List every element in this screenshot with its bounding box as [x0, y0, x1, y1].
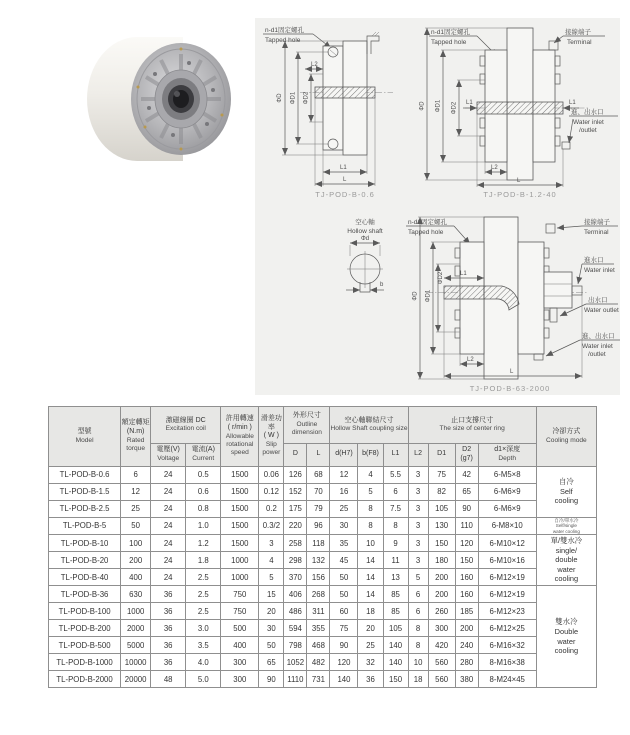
value-cell: 82: [428, 483, 455, 500]
model-cell: TL-POD-B-500: [49, 637, 121, 654]
value-cell: 6-M16×32: [478, 637, 536, 654]
header-center-ring: 止口支撐尺寸 The size of center ring: [408, 407, 536, 444]
diagram-tj-pod-b-0-6: [255, 22, 420, 200]
value-cell: 42: [455, 466, 478, 483]
header-outline-dimension: 外形尺寸 Outline dimension: [284, 407, 330, 444]
header-excitation-coil: 激磁線圈 DC Excitation coil: [151, 407, 221, 444]
terminal-block: [549, 41, 558, 50]
value-cell: 300: [221, 654, 259, 671]
water-inlet-label-zh: 進水口: [584, 257, 604, 264]
value-cell: 150: [428, 535, 455, 552]
value-cell: 120: [455, 535, 478, 552]
value-cell: 7.5: [383, 500, 408, 517]
value-cell: 240: [455, 637, 478, 654]
value-cell: 370: [284, 569, 307, 586]
table-row: [49, 517, 597, 535]
value-cell: 8: [358, 517, 383, 535]
value-cell: 30: [259, 620, 284, 637]
value-cell: 25: [358, 637, 383, 654]
value-cell: 50: [330, 586, 358, 603]
value-cell: 75: [428, 466, 455, 483]
specification-table: [48, 406, 597, 688]
value-cell: 36: [151, 586, 186, 603]
value-cell: 2000: [121, 620, 151, 637]
value-cell: 5: [358, 483, 383, 500]
value-cell: 126: [284, 466, 307, 483]
value-cell: 260: [428, 603, 455, 620]
value-cell: 15: [259, 586, 284, 603]
terminal-label-zh: 接線端子: [565, 29, 591, 36]
value-cell: 400: [221, 637, 259, 654]
value-cell: 0.8: [186, 500, 221, 517]
value-cell: 0.2: [259, 500, 284, 517]
value-cell: 25: [121, 500, 151, 517]
cooling-mode-cell: 自冷/單水冷 Self/single water cooling: [536, 517, 596, 535]
value-cell: 90: [330, 637, 358, 654]
dim-L1: L1: [460, 271, 467, 277]
product-photo-image: [85, 32, 235, 166]
value-cell: 60: [330, 603, 358, 620]
value-cell: 3.5: [186, 637, 221, 654]
header-col-D1: D1: [428, 444, 455, 467]
water-io-label-en1: Water inlet: [582, 343, 613, 350]
value-cell: 6-M5×8: [478, 466, 536, 483]
dim-L: L: [517, 178, 521, 184]
cooling-mode-cell: 自冷 Self cooling: [536, 466, 596, 517]
table-row: [49, 569, 597, 586]
value-cell: 731: [307, 671, 330, 688]
value-cell: 50: [259, 637, 284, 654]
dim-L: L: [510, 369, 514, 375]
table-row: [49, 620, 597, 637]
value-cell: 6-M6×9: [478, 500, 536, 517]
value-cell: 0.3/2: [259, 517, 284, 535]
value-cell: 110: [455, 517, 478, 535]
model-cell: TL-POD-B-2.5: [49, 500, 121, 517]
value-cell: 1110: [284, 671, 307, 688]
table-row: [49, 586, 597, 603]
value-cell: 482: [307, 654, 330, 671]
value-cell: 132: [307, 552, 330, 569]
model-cell: TL-POD-B-1000: [49, 654, 121, 671]
value-cell: 9: [383, 535, 408, 552]
value-cell: 1052: [284, 654, 307, 671]
value-cell: 8-M24×45: [478, 671, 536, 688]
value-cell: 300: [428, 620, 455, 637]
value-cell: 3: [408, 466, 428, 483]
value-cell: 48: [151, 671, 186, 688]
value-cell: 160: [455, 586, 478, 603]
value-cell: 105: [428, 500, 455, 517]
dim-phiD2: ΦD2: [438, 271, 444, 285]
value-cell: 560: [428, 671, 455, 688]
header-col-D2: D2 (g7): [455, 444, 478, 467]
dim-phiD1: ΦD1: [425, 289, 432, 303]
dim-L2: L2: [491, 165, 498, 171]
header-col-L: L: [307, 444, 330, 467]
value-cell: 8: [408, 620, 428, 637]
dim-L1-right: L1: [569, 100, 576, 106]
hollow-shaft-label-en: Hollow shaft: [347, 228, 383, 235]
value-cell: 6-M12×23: [478, 603, 536, 620]
model-cell: TL-POD-B-20: [49, 552, 121, 569]
value-cell: 130: [428, 517, 455, 535]
value-cell: 12: [330, 466, 358, 483]
terminal-label-zh: 接線端子: [584, 219, 610, 226]
header-col-bF8: b(F8): [358, 444, 383, 467]
header-rated-torque: 額定轉矩 (N.m) Rated torque: [121, 407, 151, 467]
value-cell: 750: [221, 603, 259, 620]
header-current: 電流(A) Current: [186, 444, 221, 467]
value-cell: 140: [383, 637, 408, 654]
cooling-mode-cell: 單/雙水冷 single/ double water cooling: [536, 535, 596, 586]
value-cell: 6: [383, 483, 408, 500]
value-cell: 79: [307, 500, 330, 517]
value-cell: 10000: [121, 654, 151, 671]
value-cell: 100: [121, 535, 151, 552]
brake-cross-section: [300, 32, 393, 155]
value-cell: 180: [428, 552, 455, 569]
value-cell: 8-M16×38: [478, 654, 536, 671]
value-cell: 200: [428, 586, 455, 603]
tapped-hole-label-zh: n-d1固定螺孔: [408, 219, 448, 226]
header-hollow-shaft: 空心軸聯結尺寸 Hollow Shaft coupling size: [330, 407, 408, 444]
value-cell: 1500: [221, 517, 259, 535]
dim-phiD1: ΦD1: [435, 99, 442, 113]
table-row: [49, 466, 597, 483]
value-cell: 220: [284, 517, 307, 535]
value-cell: 486: [284, 603, 307, 620]
header-col-D: D: [284, 444, 307, 467]
value-cell: 1500: [221, 483, 259, 500]
value-cell: 6: [408, 586, 428, 603]
value-cell: 5: [259, 569, 284, 586]
value-cell: 2.5: [186, 603, 221, 620]
value-cell: 0.6: [186, 483, 221, 500]
header-col-depth: d1×深度 Depth: [478, 444, 536, 467]
table-row: [49, 483, 597, 500]
dim-phiD: ΦD: [419, 101, 426, 111]
value-cell: 36: [358, 671, 383, 688]
value-cell: 20: [259, 603, 284, 620]
diagram-tj-pod-b-1-2-40: [413, 22, 620, 200]
value-cell: 0.5: [186, 466, 221, 483]
value-cell: 85: [383, 586, 408, 603]
hollow-shaft-label-zh: 空心軸: [355, 219, 375, 226]
value-cell: 140: [330, 671, 358, 688]
hollow-shaft-hatched: [444, 286, 484, 299]
dim-L2: L2: [467, 357, 474, 363]
value-cell: 311: [307, 603, 330, 620]
value-cell: 1.8: [186, 552, 221, 569]
tapped-hole-label-zh: n-d1固定螺孔: [265, 27, 305, 34]
outlet-pipe: [550, 308, 557, 322]
value-cell: 150: [455, 552, 478, 569]
model-cell: TL-POD-B-200: [49, 620, 121, 637]
value-cell: 105: [383, 620, 408, 637]
value-cell: 8: [408, 637, 428, 654]
value-cell: 1000: [221, 552, 259, 569]
dim-phiD: ΦD: [412, 291, 419, 301]
value-cell: 50: [121, 517, 151, 535]
value-cell: 300: [221, 671, 259, 688]
value-cell: 36: [151, 620, 186, 637]
value-cell: 25: [330, 500, 358, 517]
header-col-L1: L1: [383, 444, 408, 467]
model-cell: TL-POD-B-10: [49, 535, 121, 552]
diagram-caption: TJ-POD-B-1.2-40: [483, 190, 557, 199]
value-cell: 1500: [221, 535, 259, 552]
dim-phiD2: ΦD2: [303, 91, 310, 105]
value-cell: 50: [330, 569, 358, 586]
hollow-shaft-inset: [346, 217, 384, 292]
terminal-block: [546, 224, 555, 233]
value-cell: 20: [358, 620, 383, 637]
value-cell: 20000: [121, 671, 151, 688]
value-cell: 36: [151, 637, 186, 654]
diagram-caption: TJ-POD-B-63-2000: [469, 384, 551, 393]
value-cell: 1000: [221, 569, 259, 586]
value-cell: 85: [383, 603, 408, 620]
table-row: [49, 637, 597, 654]
dim-phiD: ΦD: [277, 93, 283, 103]
value-cell: 90: [455, 500, 478, 517]
value-cell: 11: [383, 552, 408, 569]
value-cell: 90: [259, 671, 284, 688]
water-port-bottom: [534, 354, 543, 360]
value-cell: 24: [151, 552, 186, 569]
value-cell: 4: [358, 466, 383, 483]
dim-L: L: [343, 177, 347, 183]
table-row: [49, 552, 597, 569]
dim-phi-d: Φd: [360, 236, 370, 242]
water-port: [562, 142, 570, 149]
value-cell: 24: [151, 569, 186, 586]
value-cell: 68: [307, 466, 330, 483]
tapped-hole-label-zh: n-d1固定螺孔: [431, 29, 471, 36]
model-cell: TL-POD-B-100: [49, 603, 121, 620]
value-cell: 200: [121, 552, 151, 569]
value-cell: 6-M6×9: [478, 483, 536, 500]
cooling-mode-cell: 雙水冷 Double water cooling: [536, 586, 596, 688]
table-row: [49, 654, 597, 671]
value-cell: 200: [455, 620, 478, 637]
value-cell: 36: [151, 654, 186, 671]
value-cell: 4: [259, 552, 284, 569]
water-outlet-label-zh: 出水口: [588, 297, 608, 304]
value-cell: 1500: [221, 466, 259, 483]
value-cell: 6-M12×25: [478, 620, 536, 637]
value-cell: 6: [121, 466, 151, 483]
tapped-hole-label-en: Tapped hole: [265, 37, 301, 44]
value-cell: 6: [408, 603, 428, 620]
value-cell: 2.5: [186, 586, 221, 603]
value-cell: 268: [307, 586, 330, 603]
value-cell: 175: [284, 500, 307, 517]
model-cell: TL-POD-B-36: [49, 586, 121, 603]
value-cell: 14: [358, 552, 383, 569]
value-cell: 0.06: [259, 466, 284, 483]
value-cell: 70: [307, 483, 330, 500]
header-model: 型號 Model: [49, 407, 121, 467]
value-cell: 24: [151, 466, 186, 483]
value-cell: 120: [330, 654, 358, 671]
value-cell: 5.5: [383, 466, 408, 483]
value-cell: 14: [358, 586, 383, 603]
value-cell: 1000: [121, 603, 151, 620]
header-cooling-mode: 冷卻方式 Cooling mode: [536, 407, 596, 467]
dim-L1: L1: [340, 165, 347, 171]
value-cell: 65: [455, 483, 478, 500]
water-inlet-label-en: Water inlet: [584, 267, 615, 274]
value-cell: 3: [408, 517, 428, 535]
water-io-label-zh: 進、出水口: [582, 333, 615, 340]
model-cell: TL-POD-B-1.5: [49, 483, 121, 500]
shaft-hatched: [315, 87, 375, 98]
value-cell: 30: [330, 517, 358, 535]
diagram-tj-pod-b-63-2000: [288, 212, 620, 394]
value-cell: 3: [408, 535, 428, 552]
tapped-hole-label-en: Tapped hole: [431, 39, 467, 46]
water-io-label-en2: /outlet: [579, 127, 597, 134]
terminal-label-en: Terminal: [567, 39, 592, 46]
value-cell: 406: [284, 586, 307, 603]
table-row: [49, 535, 597, 552]
value-cell: 3: [408, 500, 428, 517]
diagram-panel: [255, 18, 620, 395]
value-cell: 280: [455, 654, 478, 671]
value-cell: 18: [408, 671, 428, 688]
water-io-label-zh: 進、出水口: [571, 109, 604, 116]
value-cell: 6-M12×19: [478, 569, 536, 586]
table-row: [49, 500, 597, 517]
product-photo: [85, 32, 235, 166]
value-cell: 24: [151, 535, 186, 552]
value-cell: 3: [259, 535, 284, 552]
dim-phiD2: ΦD2: [451, 101, 458, 115]
header-voltage: 電壓(V) Voltage: [151, 444, 186, 467]
value-cell: 400: [121, 569, 151, 586]
value-cell: 355: [307, 620, 330, 637]
value-cell: 5: [408, 569, 428, 586]
value-cell: 6-M10×12: [478, 535, 536, 552]
value-cell: 1.2: [186, 535, 221, 552]
value-cell: 24: [151, 517, 186, 535]
dim-L1-left: L1: [466, 100, 473, 106]
value-cell: 8: [358, 500, 383, 517]
value-cell: 152: [284, 483, 307, 500]
value-cell: 5000: [121, 637, 151, 654]
table-row: [49, 603, 597, 620]
value-cell: 6-M12×19: [478, 586, 536, 603]
value-cell: 4.0: [186, 654, 221, 671]
value-cell: 5.0: [186, 671, 221, 688]
value-cell: 380: [455, 671, 478, 688]
value-cell: 6-M10×16: [478, 552, 536, 569]
value-cell: 24: [151, 500, 186, 517]
water-io-label-en1: Water inlet: [573, 119, 604, 126]
value-cell: 0.12: [259, 483, 284, 500]
value-cell: 2.5: [186, 569, 221, 586]
value-cell: 630: [121, 586, 151, 603]
brake-face: [131, 43, 231, 155]
value-cell: 3: [408, 483, 428, 500]
value-cell: 16: [330, 483, 358, 500]
value-cell: 750: [221, 586, 259, 603]
value-cell: 14: [358, 569, 383, 586]
value-cell: 118: [307, 535, 330, 552]
value-cell: 1.0: [186, 517, 221, 535]
value-cell: 24: [151, 483, 186, 500]
value-cell: 35: [330, 535, 358, 552]
spec-table-body: [49, 466, 597, 688]
model-cell: TL-POD-B-0.6: [49, 466, 121, 483]
value-cell: 594: [284, 620, 307, 637]
value-cell: 96: [307, 517, 330, 535]
shaft-hatched: [477, 102, 563, 114]
dim-L2: L2: [311, 62, 318, 68]
brake-cross-section: [426, 217, 588, 379]
value-cell: 1500: [221, 500, 259, 517]
model-cell: TL-POD-B-2000: [49, 671, 121, 688]
water-manifold: [544, 272, 572, 308]
model-cell: TL-POD-B-5: [49, 517, 121, 535]
value-cell: 32: [358, 654, 383, 671]
value-cell: 12: [121, 483, 151, 500]
header-col-dH7: d(H7): [330, 444, 358, 467]
value-cell: 185: [455, 603, 478, 620]
value-cell: 560: [428, 654, 455, 671]
value-cell: 150: [383, 671, 408, 688]
value-cell: 258: [284, 535, 307, 552]
value-cell: 500: [221, 620, 259, 637]
value-cell: 160: [455, 569, 478, 586]
value-cell: 18: [358, 603, 383, 620]
value-cell: 13: [383, 569, 408, 586]
dim-phiD1: ΦD1: [290, 91, 297, 105]
water-io-label-en2: /outlet: [588, 351, 606, 358]
value-cell: 420: [428, 637, 455, 654]
value-cell: 298: [284, 552, 307, 569]
header-allowable-speed: 許用轉速 ( r/min ) Allowable rotational speed: [221, 407, 259, 467]
water-outlet-label-en: Water outlet: [584, 307, 619, 314]
value-cell: 75: [330, 620, 358, 637]
value-cell: 3: [408, 552, 428, 569]
value-cell: 3.0: [186, 620, 221, 637]
diagram-caption: TJ-POD-B-0.6: [315, 190, 375, 199]
value-cell: 468: [307, 637, 330, 654]
value-cell: 45: [330, 552, 358, 569]
terminal-label-en: Terminal: [584, 229, 609, 236]
dim-b: b: [380, 282, 384, 288]
tapped-hole-label-en: Tapped hole: [408, 229, 444, 236]
value-cell: 36: [151, 603, 186, 620]
value-cell: 140: [383, 654, 408, 671]
value-cell: 10: [358, 535, 383, 552]
value-cell: 10: [408, 654, 428, 671]
value-cell: 200: [428, 569, 455, 586]
model-cell: TL-POD-B-40: [49, 569, 121, 586]
value-cell: 798: [284, 637, 307, 654]
value-cell: 156: [307, 569, 330, 586]
value-cell: 8: [383, 517, 408, 535]
value-cell: 6-M8×10: [478, 517, 536, 535]
header-col-L2: L2: [408, 444, 428, 467]
value-cell: 65: [259, 654, 284, 671]
header-slip-power: 滑差功率 ( W ) Slip power: [259, 407, 284, 467]
table-row: [49, 671, 597, 688]
